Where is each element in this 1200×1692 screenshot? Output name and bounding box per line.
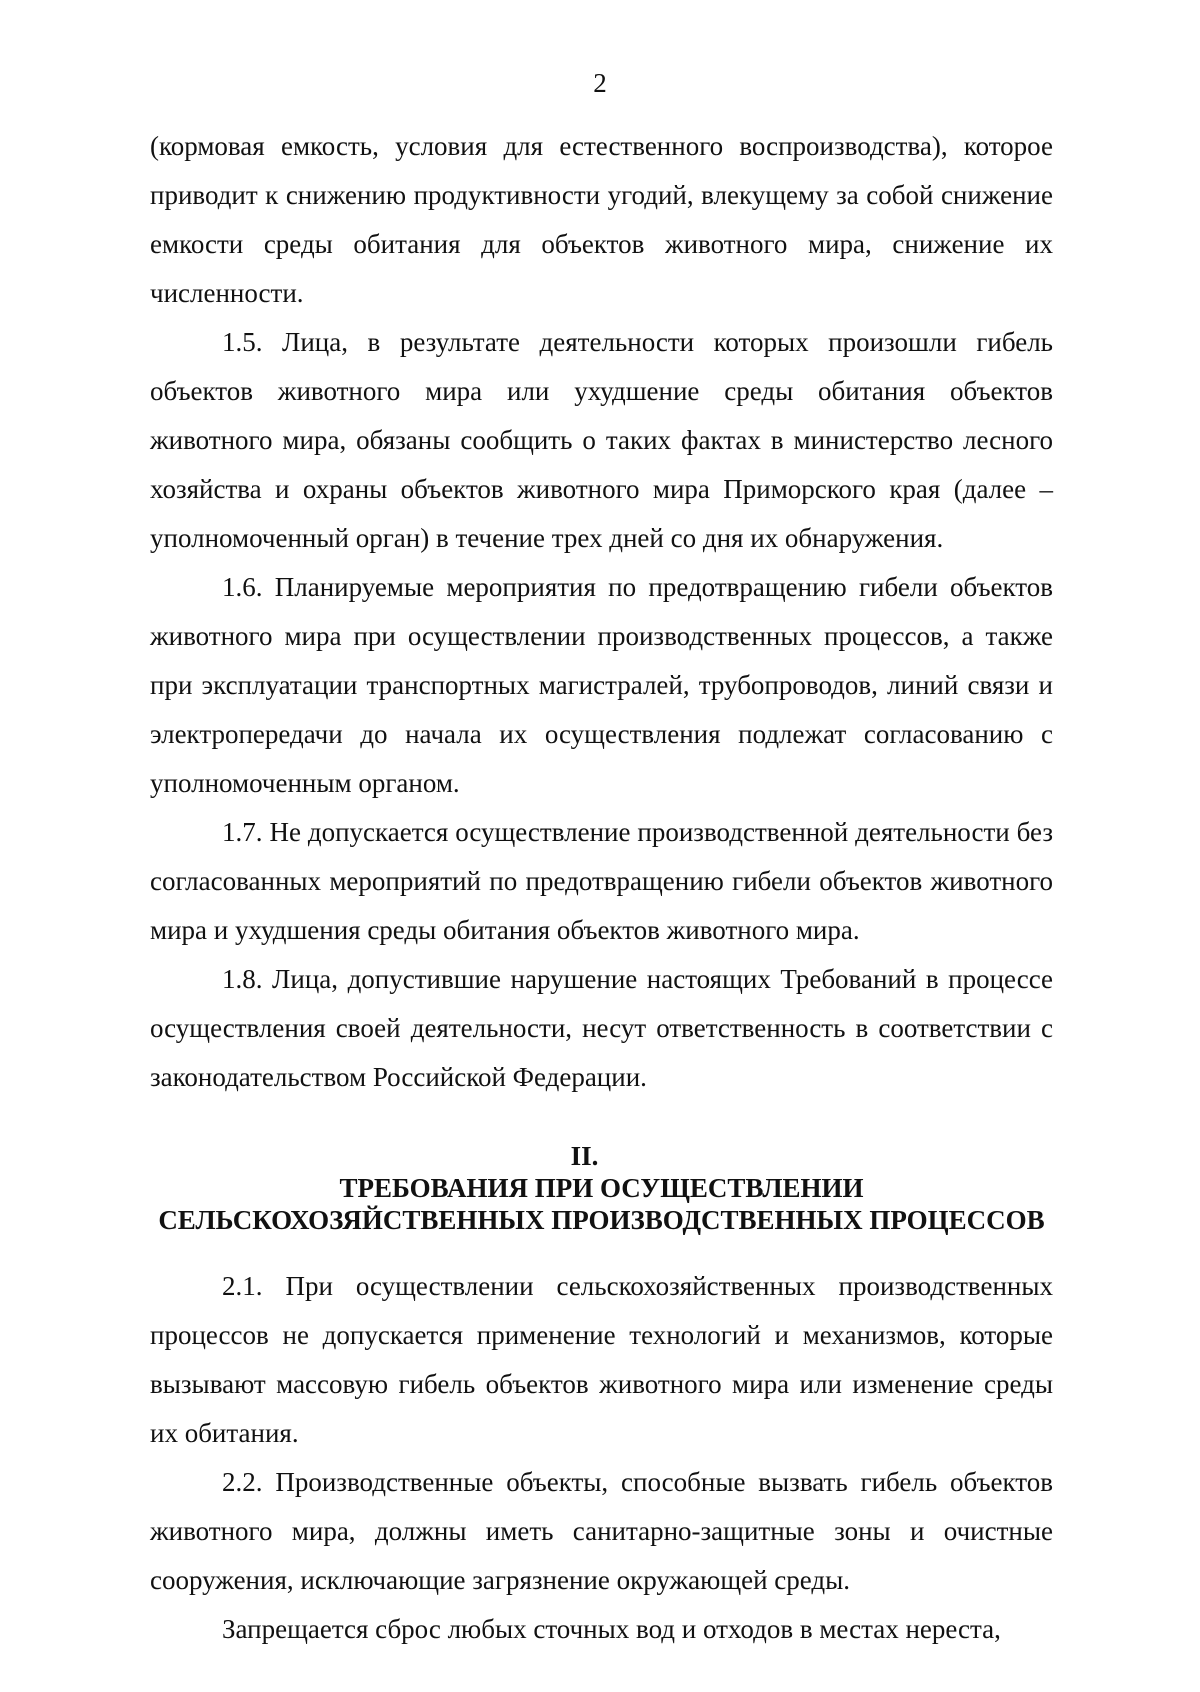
paragraph-1-5: 1.5. Лица, в результате деятельности которых произошли гибель объектов животного мира или ухудшение среды обитания объектов животного мира, обязаны сообщить о таких фактах в министерство лесного хозяйства и охраны объектов животного мира Приморского края (далее – уполномоченный орган) в течение трех дней со дня их обнаружения.: [150, 327, 1053, 553]
section-title-line2: СЕЛЬСКОХОЗЯЙСТВЕННЫХ ПРОИЗВОДСТВЕННЫХ ПРОЦЕССОВ: [158, 1205, 1045, 1235]
section-title-line1: ТРЕБОВАНИЯ ПРИ ОСУЩЕСТВЛЕНИИ: [339, 1173, 864, 1203]
section-heading: [150, 1140, 1053, 1236]
section-number: II.: [570, 1141, 599, 1171]
paragraph-2-1: 2.1. При осуществлении сельскохозяйственных производственных процессов не допускается применение технологий и механизмов, которые вызывают массовую гибель объектов животного мира или изменение среды их обитания.: [150, 1271, 1053, 1448]
document-body: [150, 122, 1053, 1654]
paragraph-2-2: 2.2. Производственные объекты, способные вызвать гибель объектов животного мира, должны иметь санитарно-защитные зоны и очистные сооружения, исключающие загрязнение окружающей среды.: [150, 1467, 1053, 1595]
paragraph-1-6: 1.6. Планируемые мероприятия по предотвращению гибели объектов животного мира при осуществлении производственных процессов, а также при эксплуатации транспортных магистралей, трубопроводов, линий связи и электропередачи до начала их осуществления подлежат согласованию с уполномоченным органом.: [150, 572, 1053, 798]
paragraph-discharge-ban: Запрещается сброс любых сточных вод и отходов в местах нереста,: [222, 1614, 1001, 1644]
paragraph-1-7: 1.7. Не допускается осуществление производственной деятельности без согласованных мероприятий по предотвращению гибели объектов животного мира и ухудшения среды обитания объектов животного мира.: [150, 817, 1053, 945]
page-number: 2: [593, 68, 607, 98]
paragraph-continuation: (кормовая емкость, условия для естественного воспроизводства), которое приводит к снижению продуктивности угодий, влекущему за собой снижение емкости среды обитания для объектов животного мира, снижение их численности.: [150, 131, 1053, 308]
paragraph-1-8: 1.8. Лица, допустившие нарушение настоящих Требований в процессе осуществления своей деятельности, несут ответственность в соответствии с законодательством Российской Федерации.: [150, 964, 1053, 1092]
section-heading-line1: [150, 1140, 1053, 1204]
